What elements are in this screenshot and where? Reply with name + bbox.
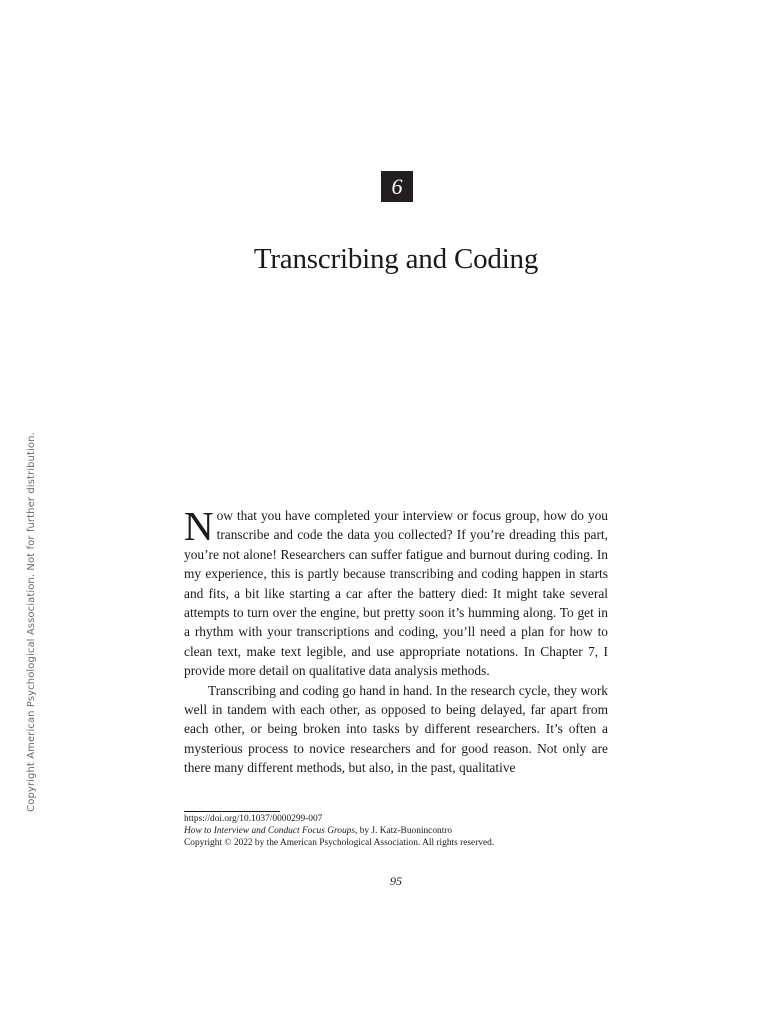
paragraph-2: Transcribing and coding go hand in hand. In the research cycle, they work well in tandem with each other, as opposed to being delayed, far apart from each other, or being broken into tasks by different researchers. It’s often a mysterious process to novice researchers and for good reason. Not only are there many different methods, but also, in the past, qualitative <box>184 682 608 776</box>
paragraph-1-text: ow that you have completed your interview or focus group, how do you transcribe and code the data you collected? If you’re dreading this part, you’re not alone! Researchers can suffer fatigue and burnout during coding. In my experience, this is partly because transcribing and coding happen in starts and fits, a bit like starting a car after the battery died: It might take several attempts to turn over the engine, but pretty soon it’s humming along. To get in a rhythm with your transcriptions and coding, you’ll need a plan for how to clean text, make text legible, and use appropriate notations. In Chapter 7, I provide more detail on qualitative data analysis methods. <box>184 508 608 679</box>
doi-link[interactable]: https://doi.org/10.1037/0000299-007 <box>184 814 323 824</box>
body-text <box>184 503 608 778</box>
book-title: How to Interview and Conduct Focus Groups, <box>184 826 358 836</box>
page-number: 95 <box>390 874 402 888</box>
footnote-rule <box>184 811 280 812</box>
chapter-title: Transcribing and Coding <box>253 243 539 275</box>
book-citation <box>184 825 624 837</box>
chapter-number-badge: 6 <box>381 171 413 202</box>
book-author: by J. Katz-Buonincontro <box>357 826 453 836</box>
copyright-side-note: Copyright American Psychological Association. Not for further distribution. <box>26 432 37 812</box>
paragraph-1 <box>184 503 608 681</box>
drop-cap: N <box>184 503 214 549</box>
footnotes <box>184 813 624 849</box>
copyright-line: Copyright © 2022 by the American Psychological Association. All rights reserved. <box>184 838 495 848</box>
